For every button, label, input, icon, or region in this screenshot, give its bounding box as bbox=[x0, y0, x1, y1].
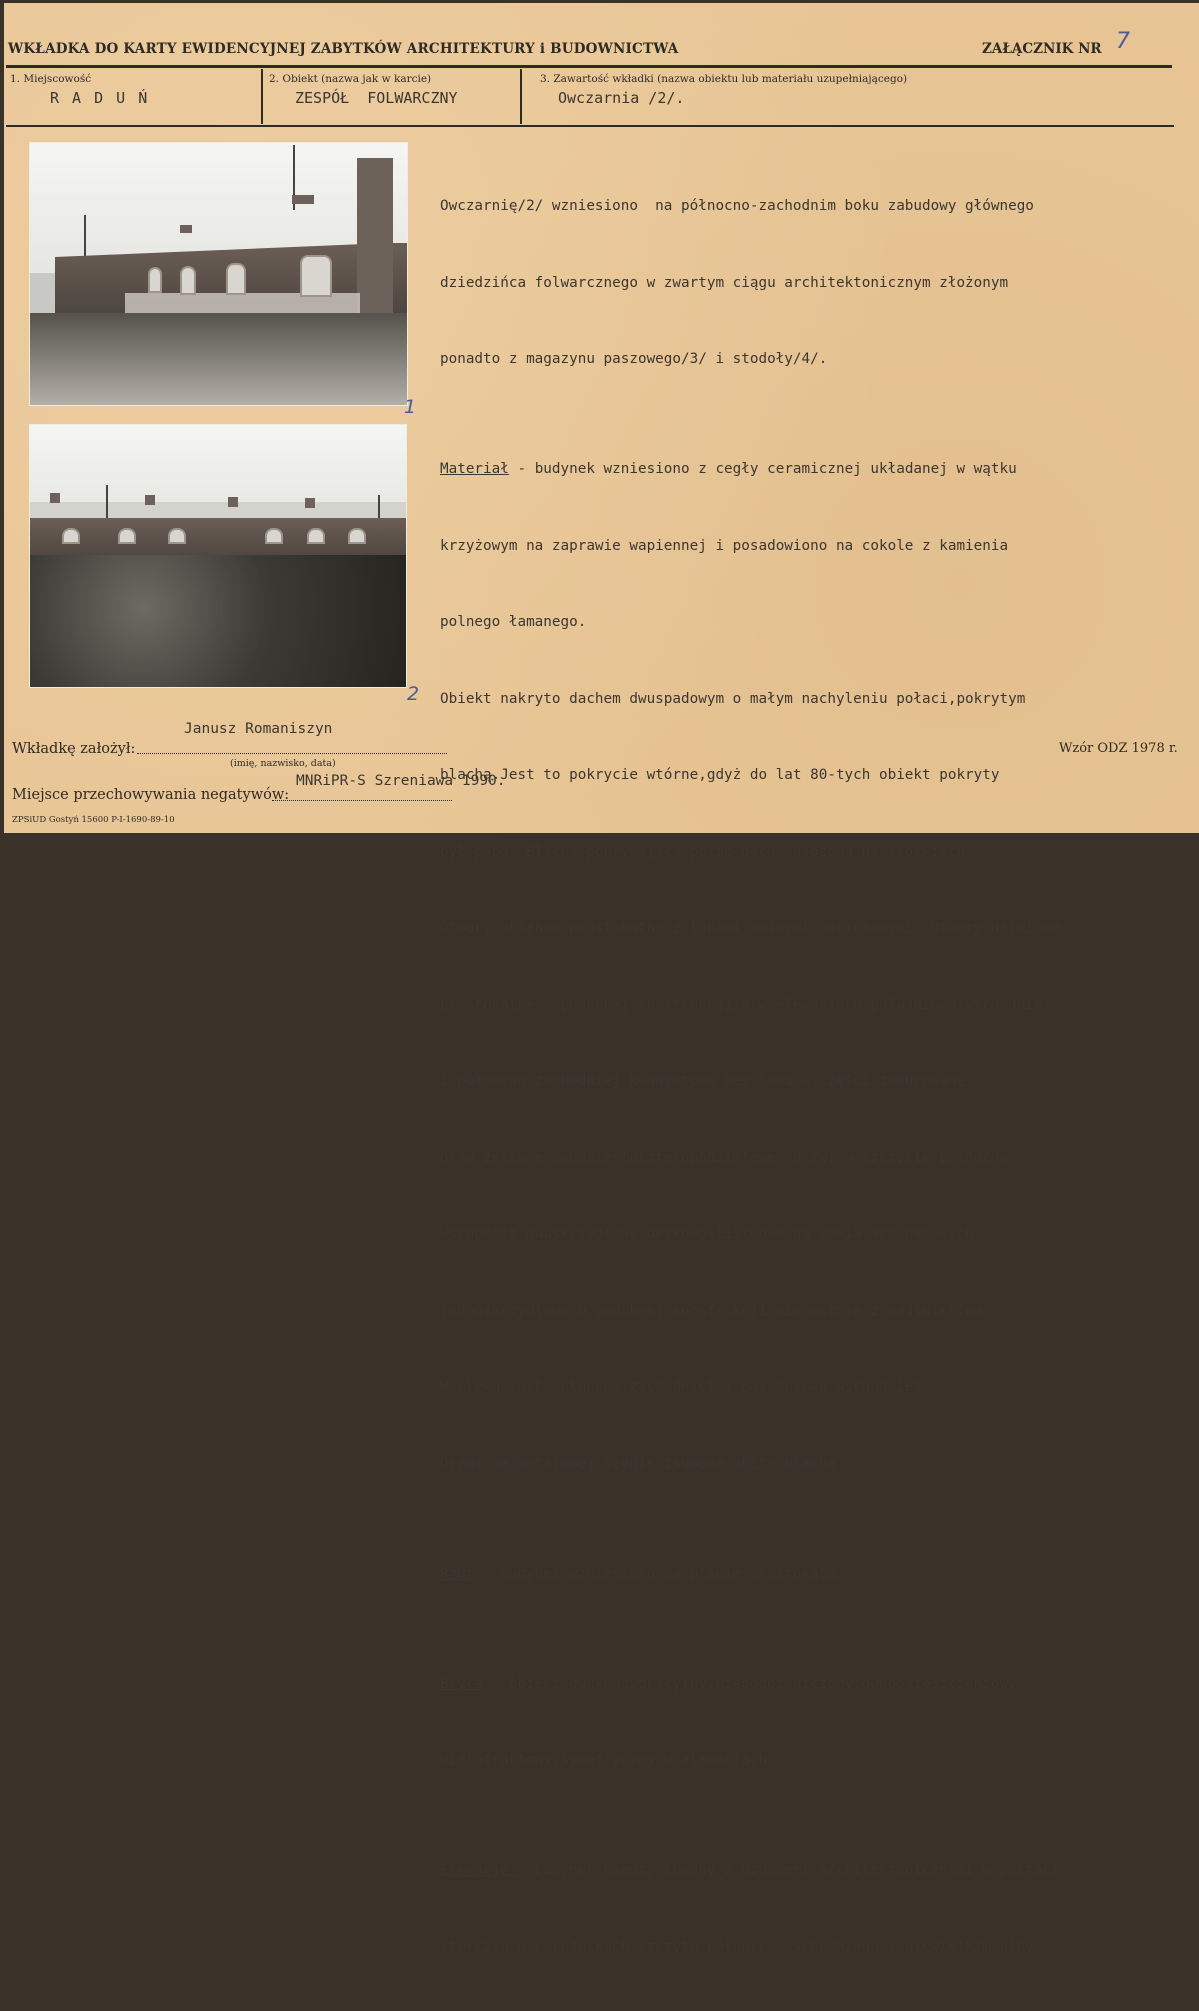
mass-line: wielotraktowy,symetryczny w elewacjach. bbox=[440, 1752, 776, 1768]
material-line: prostokątne o podobnej konstrukcji,a w elewacjach południowo-wschodniej bbox=[440, 996, 1052, 1013]
elevations-heading: Elewacje bbox=[440, 1862, 518, 1878]
plan-heading: Rzut bbox=[440, 1565, 475, 1582]
elevations-first-line: Elewacje - budynek nieotynkowany z ozdobemi architektonicznymi w postaci bbox=[440, 1862, 1060, 1878]
material-line: jednoskrzydłowe o podobnej konstrukcji pierwotnie z nadświetlem . bbox=[440, 1302, 1000, 1319]
material-first-line: Materiał - budynek wzniesiono z cegły ceramicznej układanej w wątku bbox=[440, 461, 1017, 477]
plan-line: Rzut - budynek wzniesiono na planie prostokąta. bbox=[440, 1565, 845, 1582]
elevations-line: sterczyn w narożnikach szczytu północno-wschodniego i niewielkim niby bbox=[440, 1938, 1034, 1955]
material-line: polnego łamanego. bbox=[440, 614, 587, 630]
material-line: W elewacjach północno-zachodniej i południowo-wschodniej. bbox=[440, 1379, 931, 1395]
field-divider-1 bbox=[261, 69, 263, 124]
founder-label: Wkładkę założył: bbox=[12, 741, 136, 757]
founder-hint: (imię, nazwisko, data) bbox=[230, 758, 336, 769]
model-note: Wzór ODZ 1978 r. bbox=[1059, 741, 1178, 756]
material-line: Otwory okienne prostokątne z łukami nośnymi odcinkowymi .Otwory drzwiowe bbox=[440, 920, 1060, 936]
photo-1-number: 1 bbox=[404, 396, 417, 418]
material-line: blachą.Jest to pokrycie wtórne,gdyż do lat 80-tych obiekt pokryty bbox=[440, 767, 1000, 783]
contents-value: Owczarnia /2/. bbox=[558, 89, 685, 107]
material-line: krzyżowym na zaprawie wapiennej i posadowiono na cokole z kamienia bbox=[440, 537, 1009, 554]
header-rule bbox=[6, 65, 1172, 68]
negatives-dotted-line bbox=[272, 799, 452, 801]
material-line: wschodnim dwuskrzydłowe deskowo-listwowe na zawiasach pasowych , bbox=[440, 1226, 991, 1242]
material-line: Obiekt nakryto dachem dwuspadowym o małym nachyleniu połaci,pokrytym bbox=[440, 690, 1026, 707]
photo-2-number: 2 bbox=[407, 683, 420, 705]
object-label: 2. Obiekt (nazwa jak w karcie) bbox=[269, 73, 432, 85]
negatives-value: MNRiPR-S Szreniawa 1990. bbox=[296, 773, 506, 789]
author-name: Janusz Romaniszyn bbox=[184, 721, 333, 737]
intro-line: Owczarnię/2/ wzniesiono na północno-zachodnim boku zabudowy głównego bbox=[440, 198, 1034, 214]
material-line: Drzwi na metalowej szynie zsuwane obite blachą. bbox=[440, 1455, 845, 1472]
material-line: Okna żeliwne dwudziestoczteropodziałowe .Drzwi w szczycie północno- bbox=[440, 1149, 1017, 1166]
material-line: i północno-zachodniej kwadratowe bez łuku w części zamurowane. bbox=[440, 1073, 974, 1089]
photo-1 bbox=[29, 142, 408, 406]
negatives-label: Miejsce przechowywania negatywów: bbox=[12, 787, 290, 803]
material-line: był papą. Blacha pokrywająca połać dachu ułożona na krokwiach. bbox=[440, 843, 974, 860]
contents-label: 3. Zawartość wkładki (nazwa obiektu lub materiału uzupełniającego) bbox=[540, 73, 908, 85]
locality-label: 1. Miejscowość bbox=[10, 73, 92, 85]
annex-label: ZAŁĄCZNIK NR bbox=[982, 41, 1102, 57]
fields-rule bbox=[6, 125, 1174, 127]
intro-line: dziedzińca folwarcznego w zwartym ciągu architektonicznym złożonym bbox=[440, 274, 1009, 291]
field-divider-2 bbox=[520, 69, 522, 124]
mass-heading: Bryła bbox=[440, 1675, 484, 1692]
locality-value: R A D U Ń bbox=[50, 89, 150, 107]
material-heading: Materiał bbox=[440, 461, 509, 477]
printer-note: ZPSiUD Gostyń 15600 P-I-1690-89-10 bbox=[12, 815, 175, 825]
photo-2 bbox=[29, 424, 407, 688]
object-value: ZESPÓŁ FOLWARCZNY bbox=[295, 89, 458, 107]
intro-line: ponadto z magazynu paszowego/3/ i stodoły/4/. bbox=[440, 351, 828, 367]
founder-dotted-line bbox=[137, 752, 447, 754]
record-insert-card bbox=[4, 3, 1199, 1955]
mass-first-line: Bryła - obiekt dwukondygnacyjny,niepodpiwniczony,dwupomieszczeniowy, bbox=[440, 1675, 1026, 1692]
annex-number: 7 bbox=[1116, 29, 1130, 54]
form-title: WKŁADKA DO KARTY EWIDENCYJNEJ ZABYTKÓW ARCHITEKTURY i BUDOWNICTWA bbox=[8, 41, 679, 57]
description-text bbox=[440, 143, 1185, 2011]
